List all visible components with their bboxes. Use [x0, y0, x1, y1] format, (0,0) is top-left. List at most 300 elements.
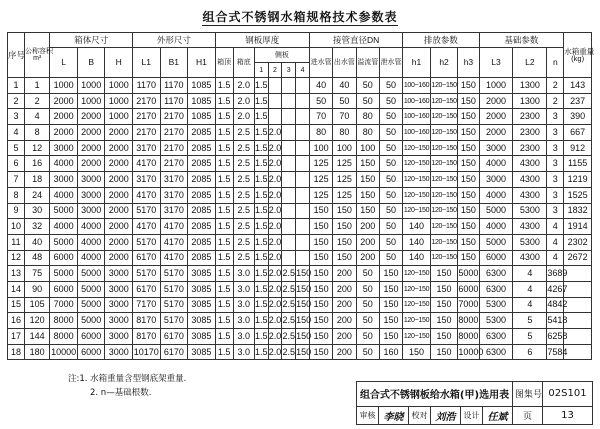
table-cell: 3000 [77, 203, 105, 219]
table-cell: 50 [379, 203, 402, 219]
table-cell: 150 [430, 297, 458, 313]
table-cell: 1.5 [254, 125, 268, 141]
table-cell: 50 [309, 93, 332, 109]
header-col-outlet: 出水管 [333, 48, 356, 78]
table-cell: 160 [379, 344, 402, 360]
table-cell: 2.0 [268, 219, 282, 235]
table-cell: 2085 [188, 125, 216, 141]
table-cell [296, 140, 310, 156]
table-cell: 3170 [160, 203, 188, 219]
table-cell: 1.5 [215, 234, 233, 250]
table-cell: 125 [309, 172, 332, 188]
header-col-h2: h2 [430, 48, 458, 78]
table-cell: 3085 [188, 313, 216, 329]
table-cell: 4000 [77, 234, 105, 250]
table-cell: 6 [513, 344, 547, 360]
header-seq: 序号 [8, 33, 25, 78]
table-cell: 3085 [188, 281, 216, 297]
table-cell: 3.0 [233, 313, 254, 329]
table-cell: 150 [296, 297, 310, 313]
table-cell: 3085 [188, 297, 216, 313]
table-cell: 50 [356, 344, 379, 360]
table-cell: 150 [333, 250, 356, 266]
table-cell: 1000 [105, 93, 133, 109]
table-cell: 2.5 [233, 219, 254, 235]
table-cell: 90 [24, 281, 49, 297]
table-cell: 4000 [77, 250, 105, 266]
header-outer-size: 外形尺寸 [133, 33, 216, 48]
table-cell: 7584 [547, 344, 564, 360]
table-cell: 1.5 [215, 281, 233, 297]
table-cell [282, 109, 296, 125]
table-cell: 6170 [160, 329, 188, 345]
table-cell: 6000 [77, 329, 105, 345]
note-1: 注:1. 水箱重量含型钢底架重量. [68, 374, 187, 384]
table-cell: 1219 [564, 172, 592, 188]
table-cell: 1.5 [215, 109, 233, 125]
table-cell: 200 [356, 250, 379, 266]
table-cell: 4 [513, 297, 547, 313]
check-signature: 刘浩 [431, 406, 461, 424]
table-cell: 50 [379, 125, 402, 141]
table-cell: 2000 [105, 187, 133, 203]
table-cell: 1.5 [254, 109, 268, 125]
table-cell [296, 187, 310, 203]
table-cell: 150 [356, 203, 379, 219]
table-cell: 100~160 [403, 125, 431, 141]
table-cell: 100 [356, 140, 379, 156]
table-cell: 1.5 [254, 329, 268, 345]
table-cell: 2000 [479, 125, 513, 141]
table-cell: 200 [333, 297, 356, 313]
table-row [8, 187, 592, 203]
table-cell: 2000 [105, 172, 133, 188]
table-cell: 12 [24, 140, 49, 156]
table-cell: 2.5 [282, 329, 296, 345]
table-cell: 2 [547, 78, 564, 94]
table-cell: 3000 [50, 172, 78, 188]
table-cell: 2170 [133, 109, 161, 125]
table-cell: 2.0 [233, 109, 254, 125]
table-cell: 3085 [188, 329, 216, 345]
table-cell: 5170 [160, 281, 188, 297]
header-col-h1-discharge: h1 [403, 48, 431, 78]
table-cell: 15 [8, 297, 25, 313]
table-cell: 10000 [50, 344, 78, 360]
table-cell: 3 [547, 172, 564, 188]
table-cell: 1.5 [254, 219, 268, 235]
table-cell: 4300 [513, 250, 547, 266]
table-cell: 5000 [77, 313, 105, 329]
table-cell: 6170 [133, 281, 161, 297]
table-cell: 50 [379, 140, 402, 156]
table-cell: 1.5 [254, 313, 268, 329]
table-cell: 3000 [77, 172, 105, 188]
table-cell: 1085 [188, 78, 216, 94]
table-cell: 12 [8, 250, 25, 266]
table-cell: 1.5 [254, 266, 268, 282]
table-cell: 5000 [479, 234, 513, 250]
table-cell [296, 172, 310, 188]
table-row [8, 313, 592, 329]
table-cell: 4000 [50, 219, 78, 235]
table-cell: 3085 [188, 266, 216, 282]
table-cell: 4842 [547, 297, 564, 313]
table-row [8, 109, 592, 125]
table-cell: 100~160 [403, 93, 431, 109]
table-cell: 120~150 [430, 125, 458, 141]
table-cell: 1914 [564, 219, 592, 235]
table-cell: 4 [547, 219, 564, 235]
table-cell [282, 219, 296, 235]
table-cell: 1.5 [215, 250, 233, 266]
table-cell: 50 [379, 250, 402, 266]
table-cell: 100~160 [403, 78, 431, 94]
table-cell [296, 203, 310, 219]
table-cell: 2.5 [233, 125, 254, 141]
table-cell-empty [564, 329, 592, 345]
table-cell: 2170 [160, 125, 188, 141]
table-cell: 120~150 [403, 140, 431, 156]
table-cell: 7000 [50, 297, 78, 313]
table-cell: 5300 [479, 313, 513, 329]
table-cell: 1000 [77, 78, 105, 94]
table-cell: 3170 [133, 172, 161, 188]
table-cell: 200 [333, 266, 356, 282]
table-cell: 10 [8, 219, 25, 235]
header-side-1: 1 [254, 63, 268, 78]
table-cell: 4300 [513, 172, 547, 188]
table-cell: 6170 [133, 250, 161, 266]
table-cell: 4170 [133, 219, 161, 235]
table-cell: 5000 [50, 203, 78, 219]
header-pipe-diameter: 接管直径DN [309, 33, 402, 48]
table-cell: 3000 [50, 140, 78, 156]
table-cell: 6 [8, 156, 25, 172]
header-side-2: 2 [268, 63, 282, 78]
table-cell: 1.5 [215, 313, 233, 329]
table-cell: 100 [309, 140, 332, 156]
table-cell: 2000 [77, 140, 105, 156]
table-cell: 143 [564, 78, 592, 94]
table-cell: 3.0 [233, 344, 254, 360]
table-cell: 150 [309, 281, 332, 297]
table-cell: 7000 [458, 297, 479, 313]
table-cell: 50 [356, 297, 379, 313]
table-cell: 200 [333, 329, 356, 345]
table-cell: 4000 [479, 156, 513, 172]
table-cell: 3 [547, 203, 564, 219]
table-cell: 180 [24, 344, 49, 360]
table-cell: 2.0 [268, 250, 282, 266]
table-cell: 150 [379, 313, 402, 329]
table-row [8, 297, 592, 313]
table-cell: 2.0 [268, 234, 282, 250]
table-cell: 120~150 [403, 187, 431, 203]
table-cell: 200 [333, 281, 356, 297]
table-cell: 2.5 [233, 250, 254, 266]
table-cell: 2000 [77, 125, 105, 141]
table-cell: 5418 [547, 313, 564, 329]
table-cell: 120~150 [430, 219, 458, 235]
table-cell: 120~150 [430, 203, 458, 219]
table-cell: 50 [379, 172, 402, 188]
table-cell: 1.5 [254, 156, 268, 172]
table-cell: 3.0 [233, 297, 254, 313]
table-cell: 1.5 [215, 78, 233, 94]
header-col-top: 箱顶 [215, 48, 233, 78]
table-cell: 3000 [105, 313, 133, 329]
table-cell: 2 [547, 93, 564, 109]
table-cell: 2.0 [268, 297, 282, 313]
table-cell: 16 [24, 156, 49, 172]
table-cell: 4300 [513, 187, 547, 203]
table-cell: 50 [379, 78, 402, 94]
table-cell: 140 [403, 250, 431, 266]
table-cell-empty [564, 344, 592, 360]
header-weight [564, 33, 595, 78]
table-cell: 50 [356, 93, 379, 109]
table-cell: 150 [309, 344, 332, 360]
table-cell: 6300 [479, 329, 513, 345]
table-cell: 1.5 [254, 78, 268, 94]
table-cell: 390 [564, 109, 592, 125]
table-cell: 6000 [458, 281, 479, 297]
table-cell: 3000 [77, 187, 105, 203]
table-cell: 8170 [133, 329, 161, 345]
table-cell: 120~150 [403, 172, 431, 188]
table-cell: 1300 [513, 93, 547, 109]
table-cell: 120~150 [403, 313, 431, 329]
table-cell: 1.5 [215, 172, 233, 188]
table-cell: 2 [24, 93, 49, 109]
table-cell: 2170 [133, 125, 161, 141]
table-cell [296, 234, 310, 250]
table-cell: 1.5 [215, 203, 233, 219]
table-cell: 1000 [105, 78, 133, 94]
table-cell: 6300 [479, 344, 513, 360]
table-cell: 150 [296, 266, 310, 282]
table-row [8, 203, 592, 219]
table-row [8, 78, 592, 94]
header-plate-thickness: 钢板厚度 [215, 33, 309, 48]
table-cell: 5170 [133, 234, 161, 250]
table-row [8, 93, 592, 109]
table-cell [296, 250, 310, 266]
table-cell: 4170 [160, 250, 188, 266]
table-title [0, 8, 600, 25]
table-cell: 1.5 [215, 329, 233, 345]
table-cell: 150 [356, 187, 379, 203]
table-cell: 4000 [77, 219, 105, 235]
table-cell: 5300 [513, 234, 547, 250]
table-cell: 150 [458, 250, 479, 266]
table-cell: 2.5 [282, 281, 296, 297]
table-cell: 150 [458, 203, 479, 219]
table-row [8, 140, 592, 156]
table-row [8, 156, 592, 172]
table-cell: 5000 [458, 266, 479, 282]
table-cell [282, 140, 296, 156]
design-label: 设计 [461, 406, 483, 424]
table-cell: 1000 [50, 78, 78, 94]
table-cell: 4000 [50, 187, 78, 203]
header-col-h3: h3 [458, 48, 479, 78]
table-cell: 3170 [160, 187, 188, 203]
header-col-bottom: 箱底 [233, 48, 254, 78]
table-cell: 8000 [50, 329, 78, 345]
table-cell: 5170 [160, 266, 188, 282]
table-cell [296, 156, 310, 172]
table-cell: 5000 [479, 203, 513, 219]
table-cell: 5170 [160, 297, 188, 313]
table-cell-empty [564, 297, 592, 313]
table-cell: 2000 [105, 203, 133, 219]
table-cell: 150 [430, 266, 458, 282]
table-cell: 120~150 [430, 109, 458, 125]
table-cell: 150 [333, 203, 356, 219]
note-2: 2. n—基础根数. [90, 388, 152, 398]
table-cell: 2000 [479, 93, 513, 109]
table-cell: 2302 [564, 234, 592, 250]
table-cell [296, 109, 310, 125]
table-cell: 50 [379, 234, 402, 250]
table-row [8, 125, 592, 141]
table-cell: 120~150 [403, 281, 431, 297]
table-cell: 120~150 [430, 172, 458, 188]
table-cell: 125 [333, 187, 356, 203]
table-cell: 4170 [160, 219, 188, 235]
table-cell: 2000 [105, 156, 133, 172]
table-cell: 1170 [133, 78, 161, 94]
table-cell: 2170 [160, 156, 188, 172]
page-label: 页 [513, 406, 543, 424]
header-col-n: n [547, 48, 564, 78]
table-cell: 144 [24, 329, 49, 345]
table-cell: 2300 [513, 109, 547, 125]
table-cell: 2085 [188, 140, 216, 156]
table-cell: 1 [24, 78, 49, 94]
review-label: 审核 [357, 406, 379, 424]
table-cell: 150 [309, 219, 332, 235]
table-cell-empty [564, 266, 592, 282]
table-cell: 1.5 [254, 250, 268, 266]
table-cell: 2.0 [268, 313, 282, 329]
table-cell: 150 [296, 329, 310, 345]
table-cell: 125 [333, 156, 356, 172]
table-cell [296, 219, 310, 235]
table-cell: 150 [356, 172, 379, 188]
table-cell: 3085 [188, 344, 216, 360]
table-cell: 80 [333, 125, 356, 141]
table-cell: 667 [564, 125, 592, 141]
table-cell: 150 [309, 313, 332, 329]
table-cell: 80 [356, 109, 379, 125]
table-cell: 1000 [77, 93, 105, 109]
table-cell: 1.5 [215, 93, 233, 109]
table-cell: 237 [564, 93, 592, 109]
table-cell [282, 78, 296, 94]
table-cell: 2.5 [282, 313, 296, 329]
table-cell: 6300 [479, 266, 513, 282]
table-cell: 50 [356, 266, 379, 282]
table-cell: 4300 [513, 219, 547, 235]
header-side-3: 3 [282, 63, 296, 78]
table-cell: 3.0 [233, 281, 254, 297]
table-cell: 1.5 [215, 140, 233, 156]
table-cell: 150 [458, 140, 479, 156]
table-cell: 150 [309, 203, 332, 219]
table-cell: 5 [513, 329, 547, 345]
table-cell: 120~150 [403, 266, 431, 282]
table-cell: 7170 [133, 297, 161, 313]
table-cell: 2000 [77, 156, 105, 172]
table-cell: 9 [8, 203, 25, 219]
header-inner-size: 箱体尺寸 [50, 33, 133, 48]
table-cell: 150 [430, 329, 458, 345]
table-cell: 50 [379, 156, 402, 172]
table-cell: 32 [24, 219, 49, 235]
table-cell: 11 [8, 234, 25, 250]
table-cell: 150 [309, 266, 332, 282]
table-cell: 200 [333, 313, 356, 329]
table-cell: 2300 [513, 140, 547, 156]
table-cell-empty [564, 313, 592, 329]
table-cell: 120~150 [430, 250, 458, 266]
review-signature: 李晓 [379, 406, 409, 424]
table-cell-empty [564, 281, 592, 297]
table-cell: 10170 [133, 344, 161, 360]
table-cell: 150 [458, 172, 479, 188]
table-row [8, 172, 592, 188]
header-col-side: 侧板 [254, 48, 309, 63]
table-cell: 75 [24, 266, 49, 282]
table-cell: 1.5 [215, 187, 233, 203]
table-cell: 5000 [50, 234, 78, 250]
table-cell: 6170 [160, 344, 188, 360]
table-cell: 3000 [105, 329, 133, 345]
table-title-text: 组合式不锈钢水箱规格技术参数表 [202, 10, 398, 24]
table-cell: 4170 [160, 234, 188, 250]
table-cell: 2000 [105, 219, 133, 235]
table-row [8, 250, 592, 266]
table-cell: 1300 [513, 78, 547, 94]
table-cell: 150 [356, 156, 379, 172]
table-cell: 1000 [105, 109, 133, 125]
header-col-l3: L3 [479, 48, 513, 78]
table-cell: 2.0 [268, 125, 282, 141]
table-cell: 150 [458, 78, 479, 94]
table-cell: 2000 [105, 250, 133, 266]
table-cell: 150 [403, 344, 431, 360]
table-cell: 3 [547, 187, 564, 203]
table-cell: 8170 [133, 313, 161, 329]
table-cell: 2000 [105, 125, 133, 141]
table-cell: 120 [24, 313, 49, 329]
table-cell [282, 93, 296, 109]
table-cell: 6000 [50, 250, 78, 266]
table-cell: 2.0 [268, 156, 282, 172]
table-cell: 2.5 [233, 172, 254, 188]
table-cell: 6000 [50, 281, 78, 297]
table-cell: 150 [458, 125, 479, 141]
table-cell: 2.5 [233, 140, 254, 156]
table-cell: 1085 [188, 109, 216, 125]
table-cell: 2170 [160, 109, 188, 125]
table-cell: 912 [564, 140, 592, 156]
table-cell: 150 [333, 234, 356, 250]
table-cell: 1.5 [254, 203, 268, 219]
